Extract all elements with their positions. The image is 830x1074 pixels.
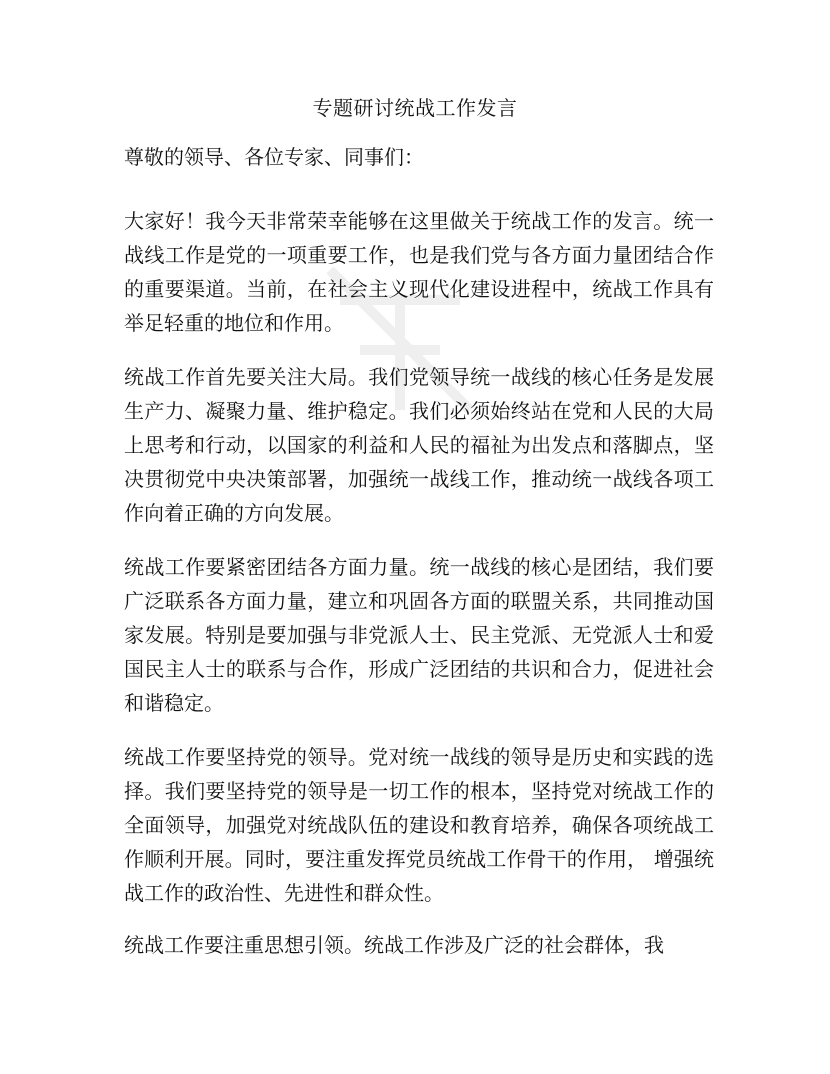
greeting-line: 尊敬的领导、各位专家、同事们：: [124, 145, 424, 169]
paragraph-1: 大家好！我今天非常荣幸能够在这里做关于统战工作的发言。统一战线工作是党的一项重要工作，也是我们党与各方面力量团结合作的重要渠道。当前，在社会主义现代化建设进程中，统战工作具有举足轻重的地位和作用。: [124, 209, 714, 335]
document-title: 专题研讨统战工作发言: [312, 96, 518, 120]
paragraph-3: 统战工作要紧密团结各方面力量。统一战线的核心是团结，我们要广泛联系各方面力量，建立和巩固各方面的联盟关系，共同推动国家发展。特别是要加强与非党派人士、民主党派、无党派人士和爱国民主人士的联系与合作，形成广泛团结的共识和合力，促进社会和谐稳定。: [124, 555, 714, 715]
paragraph-5: 统战工作要注重思想引领。统战工作涉及广泛的社会群体，我: [124, 933, 664, 957]
paragraph-2: 统战工作首先要关注大局。我们党领导统一战线的核心任务是发展生产力、凝聚力量、维护稳定。我们必须始终站在党和人民的大局上思考和行动，以国家的利益和人民的福祉为出发点和落脚点，坚决贯彻党中央决策部署，加强统一战线工作，推动统一战线各项工作向着正确的方向发展。: [124, 365, 714, 525]
paragraph-4: 统战工作要坚持党的领导。党对统一战线的领导是历史和实践的选择。我们要坚持党的领导是一切工作的根本，坚持党对统战工作的全面领导，加强党对统战队伍的建设和教育培养，确保各项统战工作顺利开展。同时，要注重发挥党员统战工作骨干的作用， 增强统战工作的政治性、先进性和群众性。: [124, 745, 714, 905]
